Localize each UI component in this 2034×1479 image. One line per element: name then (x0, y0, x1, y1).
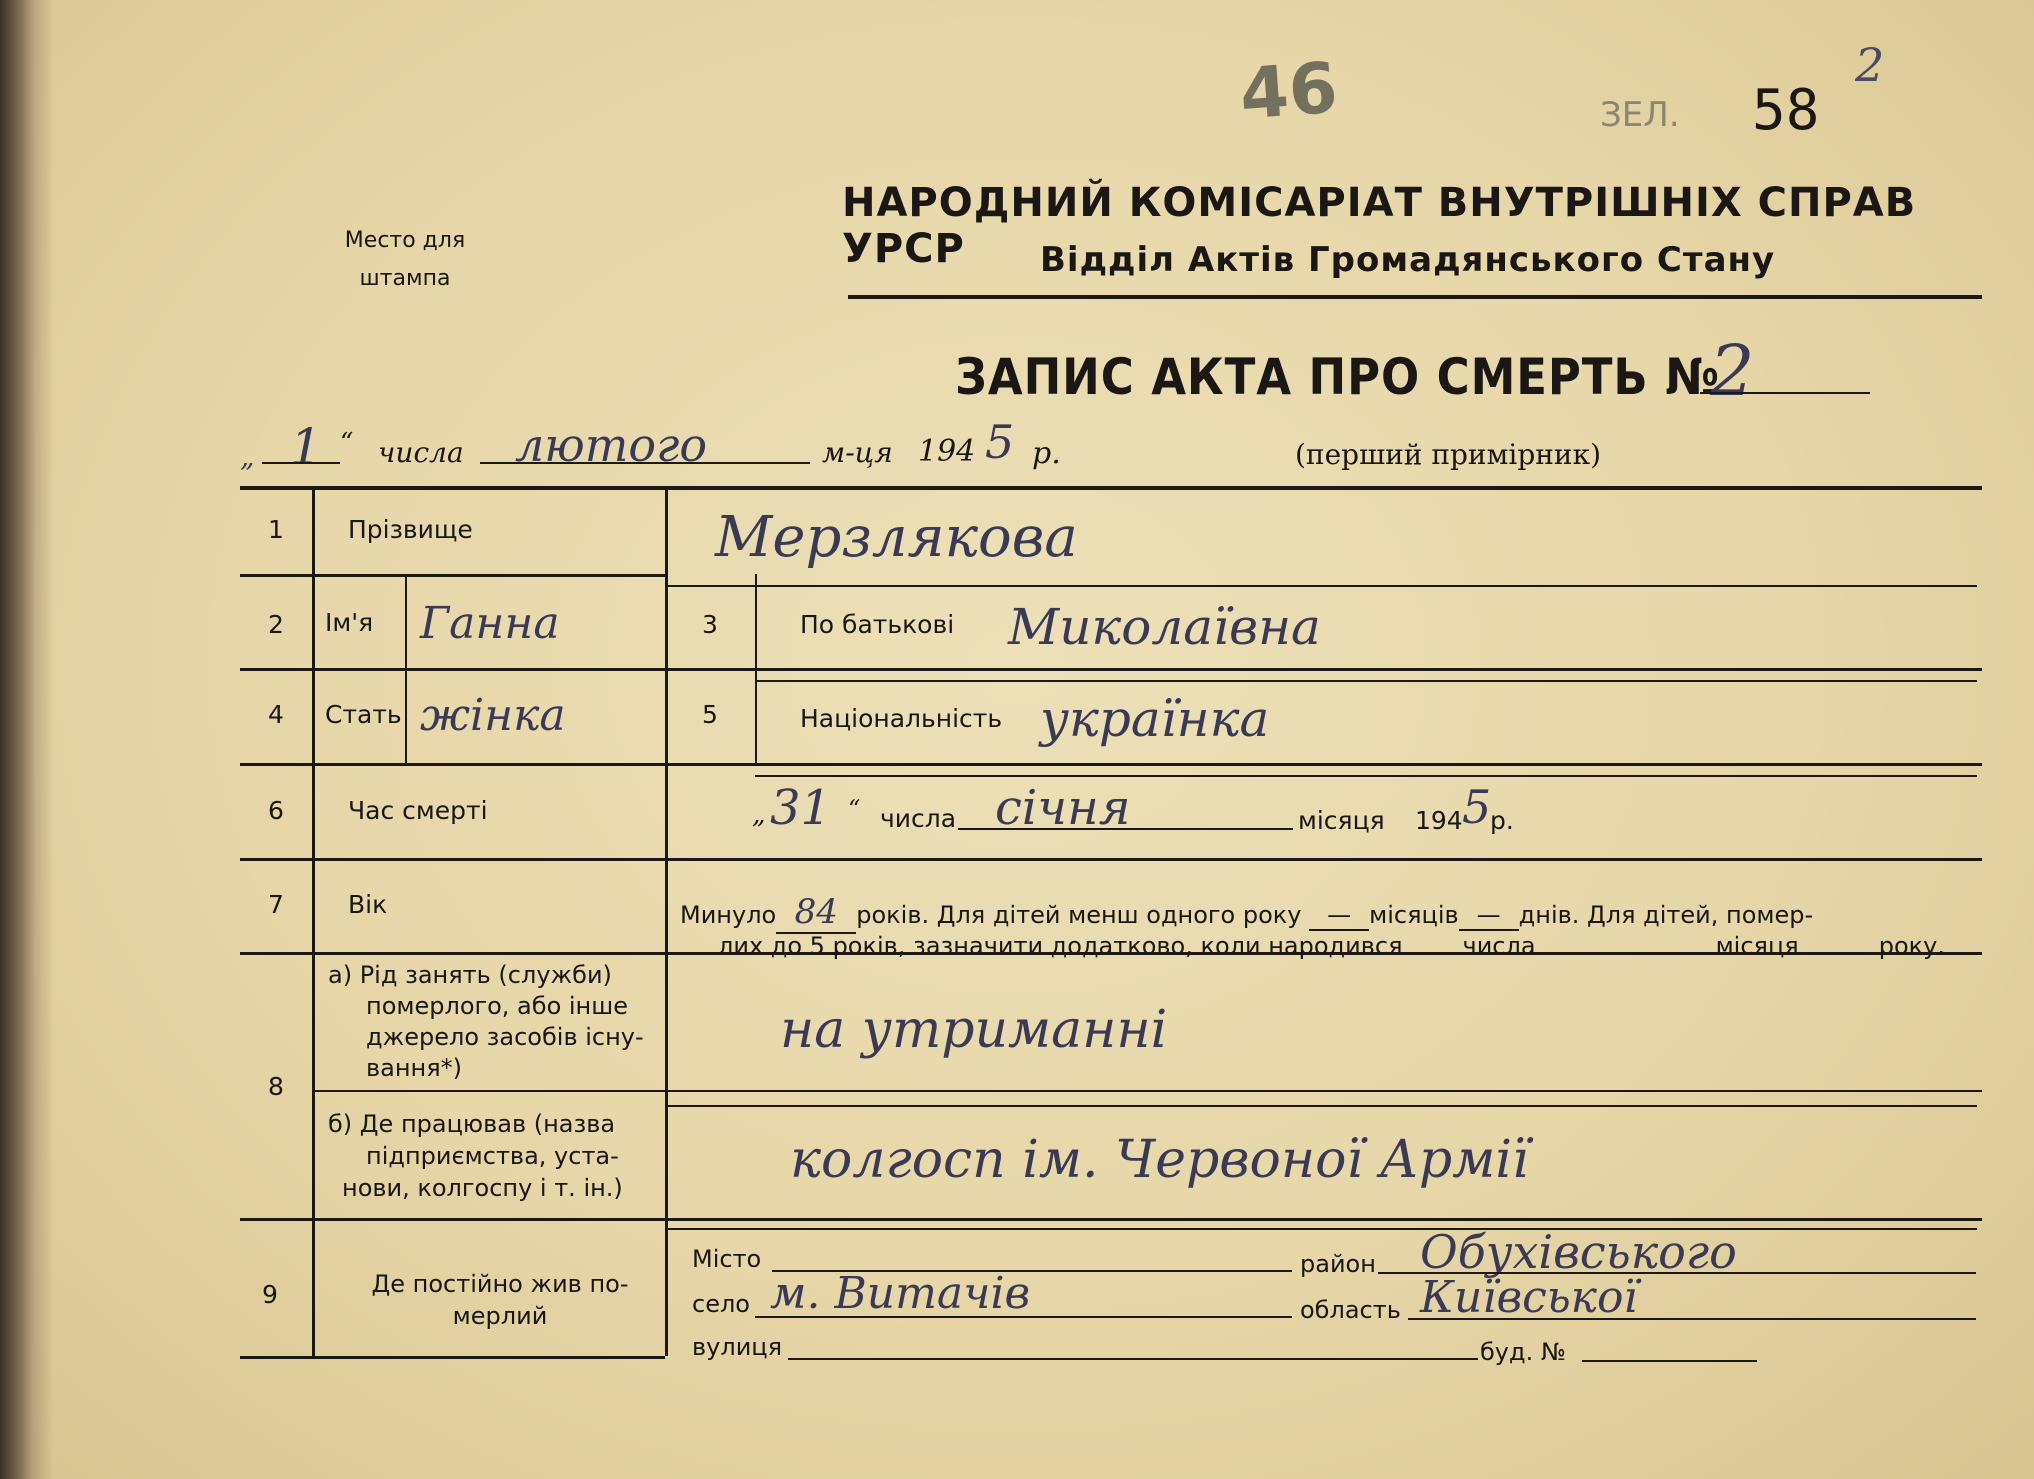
workplace-label-line2: підприємства, уста- (366, 1142, 619, 1170)
workplace-label-line3: нови, колгоспу і т. ін.) (342, 1174, 623, 1202)
age-roku-label: року. (1878, 932, 1945, 960)
minulo-label: Минуло (680, 901, 777, 929)
num-col-line (312, 486, 315, 1356)
copy-label: (перший примірник) (1295, 438, 1601, 471)
occupation-label (328, 960, 644, 1084)
chysla-label: числа (378, 436, 464, 469)
year-prefix: 194 (918, 434, 976, 469)
age-years-value: 84 (776, 892, 856, 934)
record-month: лютого (515, 418, 708, 472)
month-line (480, 462, 810, 464)
occupation-label-line3: джерело засобів існу- (366, 1023, 644, 1051)
oblast-line (1408, 1318, 1976, 1320)
age-days-value: — (1459, 901, 1519, 931)
row4-bottom (240, 763, 1982, 766)
death-day: 31 (770, 780, 832, 836)
vulytsia-label: вулиця (692, 1333, 783, 1361)
oblast-value: Київської (1420, 1272, 1638, 1323)
raion-label: район (1300, 1250, 1376, 1278)
death-year-prefix: 194 (1415, 806, 1463, 835)
death-year-digit: 5 (1462, 780, 1492, 834)
sex-value: жінка (420, 690, 566, 741)
age-line2 (718, 932, 1945, 960)
sheet-number: 58 (1752, 78, 1820, 143)
row1-bottom (240, 574, 665, 577)
age-misiatsia-label: місяця (1715, 932, 1799, 960)
header-line2: Відділ Актів Громадянського Стану (1040, 240, 1776, 280)
death-close-quote: “ (848, 795, 861, 823)
stamp-place-line1: Место для (344, 228, 466, 253)
nationality-value: українка (1040, 690, 1270, 748)
row3-value-line (755, 680, 1977, 682)
row6-number: 6 (268, 796, 284, 825)
occupation-value: на утриманні (780, 1000, 1168, 1060)
form-title: ЗАПИС АКТА ПРО СМЕРТЬ № (955, 348, 1721, 406)
row6-bottom (240, 858, 1982, 861)
age-line1 (680, 892, 1813, 934)
binding-shadow (34, 0, 54, 1479)
stamp-place-label (340, 222, 470, 298)
age-chysla-label: числа (1462, 932, 1536, 960)
stamp-place-line2: штампа (359, 266, 451, 291)
death-chysla-label: числа (880, 804, 957, 833)
misto-label: Місто (692, 1245, 762, 1273)
record-number-line (1700, 392, 1870, 394)
workplace-value: колгосп ім. Червоної Армії (790, 1130, 1529, 1190)
age-line2-text: лих до 5 років, зазначити додатково, коли народився (718, 932, 1403, 960)
bud-label: буд. № (1480, 1338, 1566, 1366)
row8a-bottom (312, 1090, 1982, 1092)
residence-label (340, 1268, 660, 1332)
workplace-value-line (665, 1228, 1977, 1230)
date-close-quote: “ (340, 428, 354, 458)
sex-label: Стать (325, 700, 402, 729)
residence-label-line1: Де постійно жив по- (371, 1270, 629, 1298)
row5-value-line (755, 775, 1977, 777)
row8-number: 8 (268, 1072, 284, 1101)
row7-number: 7 (268, 890, 284, 919)
patronymic-value: Миколаївна (1008, 598, 1321, 656)
row4-number: 4 (268, 700, 284, 729)
workplace-label-line1: б) Де працював (назва (328, 1110, 616, 1138)
first-name-label: Ім'я (325, 608, 374, 637)
row3-number: 3 (702, 610, 718, 639)
row8-bottom (240, 1218, 1982, 1221)
surname-value: Мерзлякова (715, 505, 1078, 570)
residence-label-line2: мерлий (452, 1302, 548, 1330)
sub-col-line-b (755, 574, 757, 763)
death-month: січня (995, 780, 1131, 836)
workplace-label (328, 1108, 623, 1204)
death-open-quote: „ (752, 800, 766, 830)
patronymic-label: По батькові (800, 610, 955, 639)
occupation-value-line (665, 1105, 1977, 1107)
selo-line (755, 1316, 1292, 1318)
age-dniv-rest: днів. Для дітей, помер- (1518, 901, 1814, 929)
header-line1: НАРОДНИЙ КОМІСАРІАТ ВНУТРІШНІХ СПРАВ УРСР (842, 180, 1917, 272)
occupation-label-line1: а) Рід занять (служби) (328, 961, 612, 989)
selo-label: село (692, 1290, 750, 1318)
age-months-value: — (1309, 901, 1369, 931)
birth-month-line (1536, 952, 1716, 954)
row2-bottom (240, 668, 1982, 671)
raion-value: Обухівського (1420, 1225, 1737, 1279)
year-r: р. (1032, 436, 1061, 471)
row2-number: 2 (268, 610, 284, 639)
row1-value-bottom (665, 585, 1977, 587)
day-line (262, 462, 340, 464)
vulytsia-line (788, 1358, 1478, 1360)
selo-value: м. Витачів (770, 1268, 1031, 1319)
bud-line (1582, 1360, 1757, 1362)
header-rule (848, 295, 1982, 299)
oblast-label: область (1300, 1296, 1401, 1324)
occupation-label-line2: померлого, або інше (366, 992, 628, 1020)
misiatsiv-label: місяців (1369, 901, 1459, 929)
mtsia-label: м-ця (822, 436, 893, 469)
faint-stamp: ЗЕЛ. (1600, 95, 1680, 135)
row5-number: 5 (702, 700, 718, 729)
binding-edge (0, 0, 34, 1479)
birth-day-line (1403, 952, 1463, 954)
death-time-label: Час смерті (348, 796, 488, 825)
record-day: 1 (290, 418, 322, 476)
birth-year-line (1799, 952, 1879, 954)
first-name-value: Ганна (420, 598, 560, 649)
death-misiatsia-label: місяця (1298, 806, 1385, 835)
sheet-superscript: 2 (1855, 38, 1885, 92)
surname-label: Прізвище (348, 515, 473, 544)
nationality-label: Національність (800, 704, 1003, 733)
death-year-r: р. (1490, 806, 1514, 835)
pencil-number: 46 (1237, 46, 1341, 136)
row9-bottom (240, 1356, 665, 1359)
death-month-line (958, 828, 1293, 830)
age-line1-rest: років. Для дітей менш одного року (856, 901, 1302, 929)
age-label: Вік (348, 890, 388, 919)
row9-number: 9 (262, 1280, 278, 1309)
table-top-rule (240, 486, 1982, 490)
year-digit: 5 (985, 415, 1015, 469)
row1-number: 1 (268, 515, 284, 544)
record-number: 2 (1710, 330, 1755, 412)
sub-col-line-a (405, 574, 407, 763)
occupation-label-line4: вання*) (366, 1054, 463, 1082)
date-open-quote: „ (240, 440, 255, 473)
label-col-line (665, 486, 668, 1356)
